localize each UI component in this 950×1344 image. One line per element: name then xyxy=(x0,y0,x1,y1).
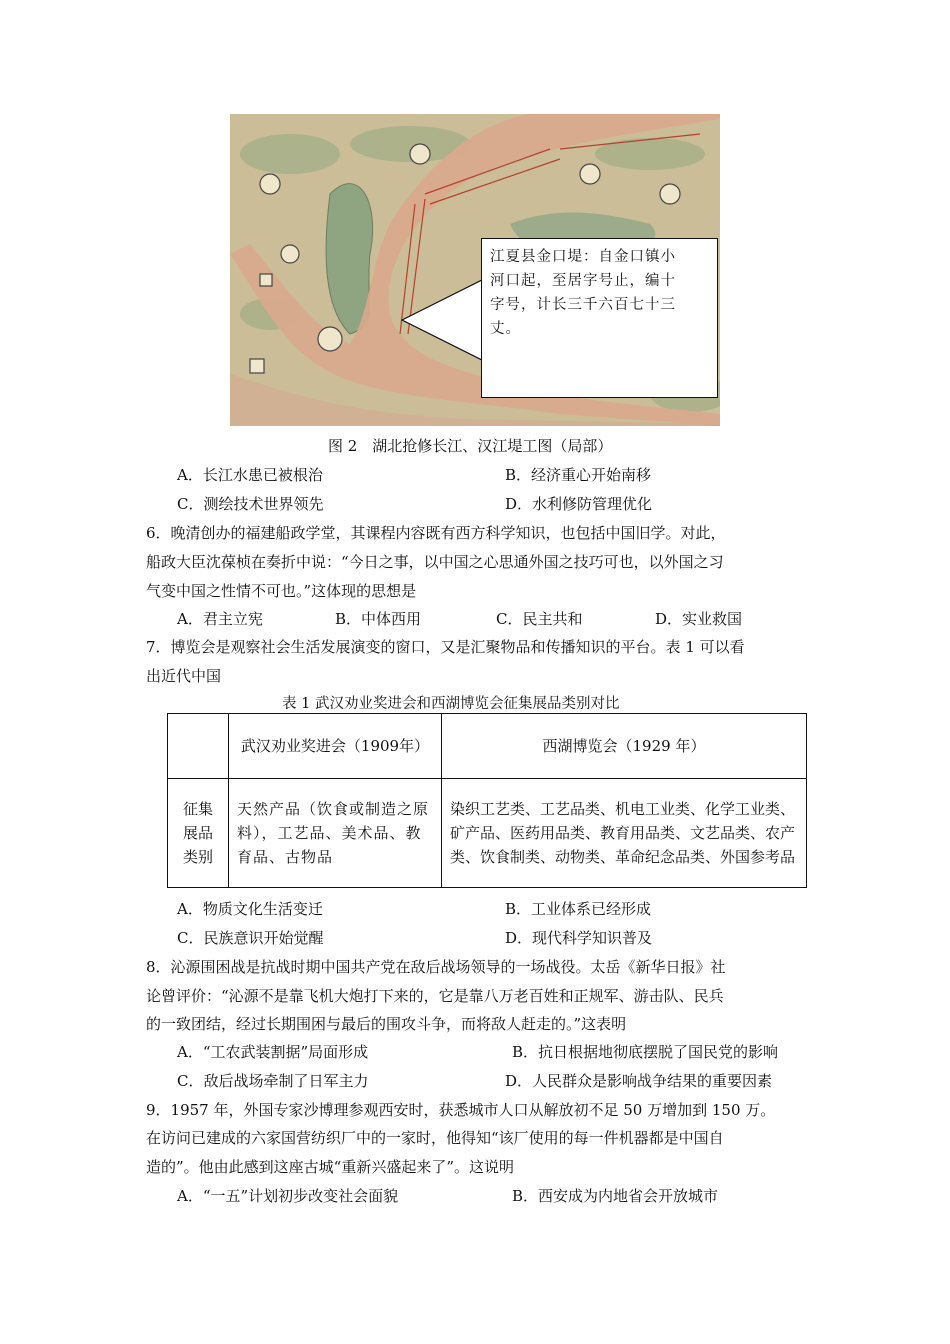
table-title: 表 1 武汉劝业奖进会和西湖博览会征集展品类别对比 xyxy=(282,696,620,712)
table-corner-cell xyxy=(168,714,229,779)
q7-option-c: C．民族意识开始觉醒 xyxy=(177,929,324,947)
q7-option-d: D．现代科学知识普及 xyxy=(505,929,653,947)
q8-stem-line: 8．沁源围困战是抗战时期中国共产党在敌后战场领导的一场战役。太岳《新华日报》社 xyxy=(146,958,726,976)
callout-line: 字号，计长三千六百七十三 xyxy=(490,297,676,313)
figure-caption: 图 2 湖北抢修长江、汉江堤工图（局部） xyxy=(328,437,613,455)
q6-option-b: B．中体西用 xyxy=(335,610,422,628)
q9-stem-line: 9．1957 年，外国专家沙博理参观西安时，获悉城市人口从解放初不足 50 万增加到 150 万。 xyxy=(146,1101,776,1119)
q6-option-a: A．君主立宪 xyxy=(177,610,263,628)
q5-option-a: A．长江水患已被根治 xyxy=(177,466,323,484)
callout-line: 河口起，至居字号止，编十 xyxy=(490,273,676,289)
q5-option-b: B．经济重心开始南移 xyxy=(505,466,652,484)
q6-stem-line: 气变中国之性情不可也。”这体现的思想是 xyxy=(146,582,417,600)
q8-option-c: C．敌后战场牵制了日军主力 xyxy=(177,1072,369,1090)
q7-option-b: B．工业体系已经形成 xyxy=(505,900,652,918)
q6-option-c: C．民主共和 xyxy=(496,610,583,628)
table-header-row xyxy=(168,714,807,779)
q5-option-d: D．水利修防管理优化 xyxy=(505,495,653,513)
callout-line: 丈。 xyxy=(490,321,521,337)
q6-stem-line: 船政大臣沈葆桢在奏折中说：“今日之事，以中国之心思通外国之技巧可也，以外国之习 xyxy=(146,553,724,571)
table-cell-wuhan: 天然产品（饮食或制造之原料），工艺品、美术品、教育品、古物品 xyxy=(229,779,442,888)
table-cell-xihu: 染织工艺类、工艺品类、机电工业类、化学工业类、矿产品、医药用品类、教育用品类、文艺品类、农产类、饮食制类、动物类、革命纪念品类、外国参考品 xyxy=(442,779,807,888)
q8-option-b: B．抗日根据地彻底摆脱了国民党的影响 xyxy=(512,1043,779,1061)
q8-option-d: D．人民群众是影响战争结果的重要因素 xyxy=(505,1072,773,1090)
q6-stem-line: 6．晚清创办的福建船政学堂，其课程内容既有西方科学知识，也包括中国旧学。对此， xyxy=(146,524,726,542)
q9-option-a: A．“一五”计划初步改变社会面貌 xyxy=(177,1187,399,1205)
table-row-label: 征集展品类别 xyxy=(168,779,229,888)
q7-option-a: A．物质文化生活变迁 xyxy=(177,900,323,918)
q8-option-a: A．“工农武装割据”局面形成 xyxy=(177,1043,369,1061)
callout-line: 江夏县金口堤：自金口镇小 xyxy=(490,249,676,265)
q6-option-d: D．实业救国 xyxy=(655,610,743,628)
q8-stem-line: 的一致团结，经过长期围困与最后的围攻斗争，而将敌人赶走的。”这表明 xyxy=(146,1015,627,1033)
q8-stem-line: 论曾评价：“沁源不是靠飞机大炮打下来的，它是靠八万老百姓和正规军、游击队、民兵 xyxy=(146,987,724,1005)
q9-option-b: B．西安成为内地省会开放城市 xyxy=(512,1187,719,1205)
table-row xyxy=(168,779,807,888)
q5-option-c: C．测绘技术世界领先 xyxy=(177,495,324,513)
comparison-table xyxy=(167,713,807,888)
q9-stem-line: 在访问已建成的六家国营纺织厂中的一家时，他得知“该厂使用的每一件机器都是中国自 xyxy=(146,1129,724,1147)
q7-stem-line: 出近代中国 xyxy=(146,667,222,685)
table-header-xihu: 西湖博览会（1929 年） xyxy=(442,714,807,779)
map-callout xyxy=(481,238,718,398)
q9-stem-line: 造的”。他由此感到这座古城“重新兴盛起来了”。这说明 xyxy=(146,1158,515,1176)
table-header-wuhan: 武汉劝业奖进会（1909年） xyxy=(229,714,442,779)
q7-stem-line: 7．博览会是观察社会生活发展演变的窗口，又是汇聚物品和传播知识的平台。表 1 可以看 xyxy=(146,638,745,656)
